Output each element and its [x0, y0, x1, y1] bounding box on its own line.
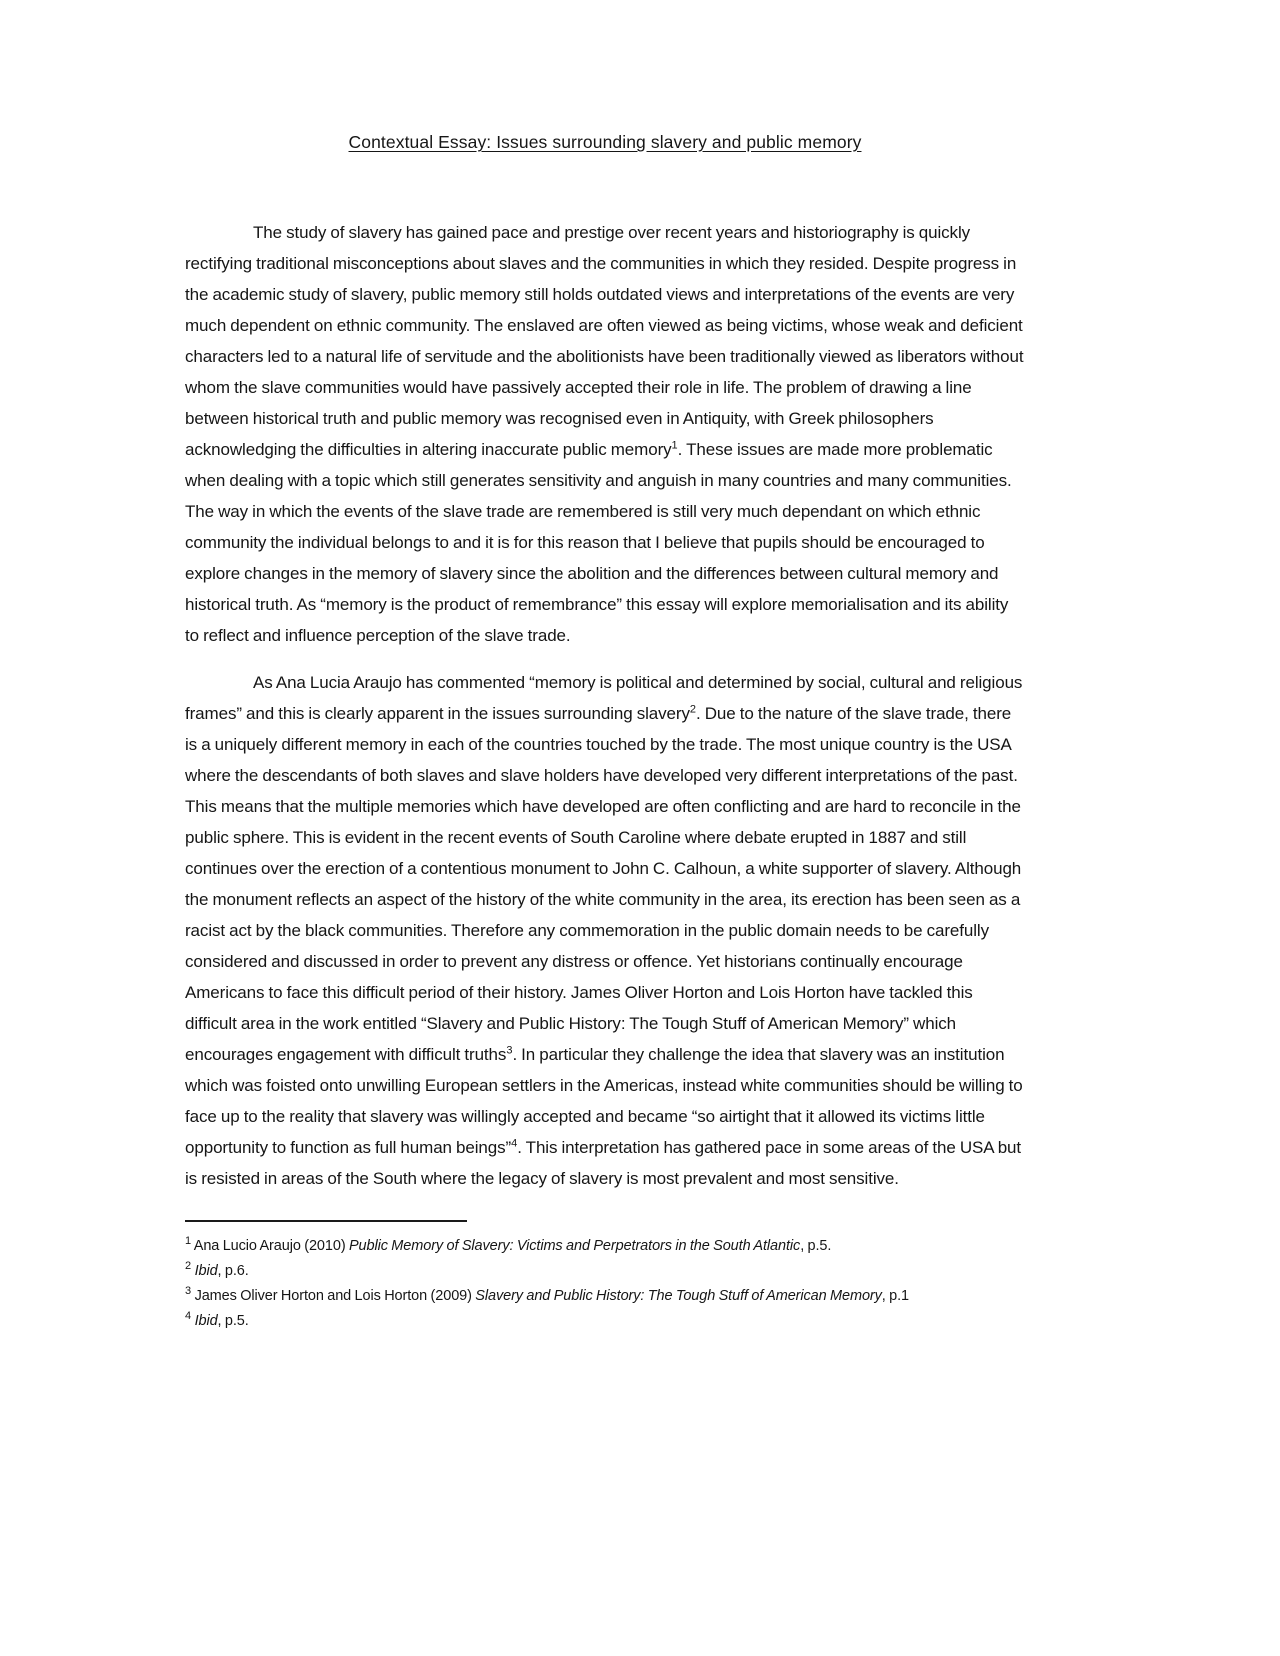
footnote-item: $^4$ Ibid, p.5.: [185, 1310, 249, 1329]
footnote-marker: 4: [185, 1310, 192, 1323]
paragraph: The study of slavery has gained pace and prestige over recent years and historiography is quickly rectifying traditional misconceptions about slaves and the communities in which they resided. Despite progress in the academic study of slavery, public memory still holds outdated views and interpretations of the events are very much dependent on ethnic community. The enslaved are often viewed as being victims, whose weak and deficient characters led to a natural life of servitude and the abolitionists have been traditionally viewed as liberators without whom the slave communities would have passively accepted their role in life. The problem of drawing a line between historical truth and public memory was recognised even in Antiquity, with Greek philosophers acknowledging the difficulties in altering inaccurate public memory$^1$. These issues are made more problematic when dealing with a topic which still generates sensitivity and anguish in many countries and many communities. The way in which the events of the slave trade are remembered is still very much dependant on which ethnic community the individual belongs to and it is for this reason that I believe that pupils should be encouraged to explore changes in the memory of slavery since the abolition and the differences between cultural memory and historical truth. As “memory is the product of remembrance” this essay will explore memorialisation and its ability to reflect and influence perception of the slave trade.: [185, 223, 1024, 645]
essay-body: [185, 217, 1025, 1194]
page-content: [185, 0, 1025, 1334]
footnotes-section: [185, 1220, 1025, 1334]
italic-text: Ibid: [194, 1313, 218, 1329]
footnote-marker: 1: [185, 1235, 192, 1248]
footnote-reference: 2: [689, 703, 696, 716]
footnotes-list: [185, 1234, 1025, 1334]
italic-text: Ibid: [194, 1263, 218, 1279]
paragraph: As Ana Lucia Araujo has commented “memory is political and determined by social, cultural and religious frames” and this is clearly apparent in the issues surrounding slavery$^2$. Due to the nature of the slave trade, there is a uniquely different memory in each of the countries touched by the trade. The most unique country is the USA where the descendants of both slaves and slave holders have developed very different interpretations of the past. This means that the multiple memories which have developed are often conflicting and are hard to reconcile in the public sphere. This is evident in the recent events of South Caroline where debate erupted in 1887 and still continues over the erection of a contentious monument to John C. Calhoun, a white supporter of slavery. Although the monument reflects an aspect of the history of the white community in the area, its erection has been seen as a racist act by the black communities. Therefore any commemoration in the public domain needs to be carefully considered and discussed in order to prevent any distress or offence. Yet historians continually encourage Americans to face this difficult period of their history. James Oliver Horton and Lois Horton have tackled this difficult area in the work entitled “Slavery and Public History: The Tough Stuff of American Memory” which encourages engagement with difficult truths$^3$. In particular they challenge the idea that slavery was an institution which was foisted onto unwilling European settlers in the Americas, instead white communities should be willing to face up to the reality that slavery was willingly accepted and became “so airtight that it allowed its victims little opportunity to function as full human beings”$^4$. This interpretation has gathered pace in some areas of the USA but is resisted in areas of the South where the legacy of slavery is most prevalent and most sensitive.: [185, 673, 1023, 1188]
footnote-separator: [185, 1220, 467, 1222]
footnote-marker: 3: [185, 1285, 192, 1298]
footnote-reference: 1: [671, 439, 678, 452]
italic-text: Slavery and Public History: The Tough Stuff of American Memory: [475, 1288, 882, 1304]
essay-title: Contextual Essay: Issues surrounding slavery and public memory: [348, 132, 862, 152]
footnote-marker: 2: [185, 1260, 192, 1273]
footnote-item: $^3$ James Oliver Horton and Lois Horton (2009) Slavery and Public History: The Tough Stuff of American Memory, p.1: [185, 1285, 910, 1304]
footnote-reference: 3: [506, 1044, 513, 1057]
italic-text: Public Memory of Slavery: Victims and Perpetrators in the South Atlantic: [348, 1238, 801, 1254]
footnote-item: $^2$ Ibid, p.6.: [185, 1260, 249, 1279]
footnote-reference: 4: [511, 1137, 518, 1150]
footnote-item: $^1$ Ana Lucio Araujo (2010) Public Memory of Slavery: Victims and Perpetrators in the South Atlantic, p.5.: [185, 1235, 832, 1254]
